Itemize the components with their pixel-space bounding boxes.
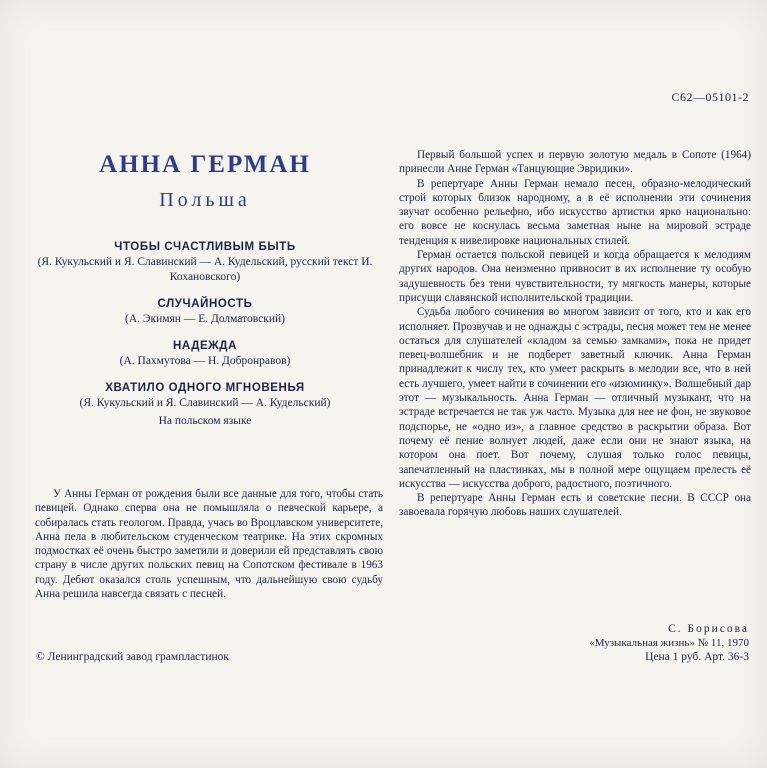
- track-title: ХВАТИЛО ОДНОГО МГНОВЕНЬЯ: [105, 382, 305, 394]
- language-note: На польском языке: [158, 415, 252, 427]
- track-item: [30, 297, 380, 327]
- price-article: Цена 1 руб. Арт. 36-3: [645, 651, 749, 663]
- track-credit: (Я. Кукульский и Я. Славинский — А. Кудельский, русский текст И. Кохановского): [37, 256, 373, 283]
- bio-paragraph: У Анны Герман от рождения были все данные для того, чтобы стать певицей. Однако сперва она не помышляла о певческой карьере, а собиралась стать геологом. Правда, учась во Вроцлавском университете, Анна пела в любительском студенческом театрике. На этих скромных подмостках её очень быстро заметили и доверили ей представлять свою страну в числе других польских певиц на Сопотском фестивале в 1963 году. Дебют оказался столь успешным, что дальнейшую свою судьбу Анна решила навсегда связать с песней.: [35, 488, 383, 601]
- liner-paragraph: Герман остается польской певицей и когда обращается к мелодиям других народов. Она неизменно привносит в их исполнение ту особую задушевность без тени чувствительности, ту мягкость манеры, которые присущи славянской исполнительской традиции.: [399, 249, 751, 304]
- liner-paragraph: Первый большой успех и первую золотую медаль в Сопоте (1964) принесли Анне Герман «Танцующие Эвридики».: [399, 149, 751, 176]
- notes-source: «Музыкальная жизнь» № 11, 1970: [589, 637, 749, 649]
- liner-paragraph: Судьба любого сочинения во многом зависит от того, кто и как его исполняет. Прозвучав и не однажды с эстрады, песня может тем не менее остаться для слушателей «кладом за семью замками», пока не придет певец-волшебник и не подберет заветный ключик. Анна Герман принадлежит к числу тех, кто умеет раскрыть в мелодии все, что в ней есть лучшего, умеет найти в сочинении его «изюминку». Волшебный дар этот — музыкальность. Анна Герман — отличный музыкант, что на эстраде встречается не так уж часто. Музыка для нее не фон, не звуковое подспорье, не «одно из», а главное средство в раскрытии образа. Вот почему её пение волнует людей, даже если они не знают языка, на котором она поет. Вот почему, слушая только голос певицы, запечатленный на пластинках, мы в полной мере ощущаем прелесть её искусства — искусства доброго, радостного, поэтичного.: [399, 306, 751, 490]
- track-title: СЛУЧАЙНОСТЬ: [157, 298, 253, 310]
- catalog-number: С62—05101-2: [671, 90, 749, 104]
- liner-paragraph: В репертуаре Анны Герман немало песен, образно-мелодический строй которых близок народному, а в её исполнении эти сочинения звучат особенно рельефно, ибо искусство артистки ярко национально: его вовсе не коснулась весьма заметная ныне на мировой эстраде тенденция к нивелировке национальных стилей.: [399, 177, 751, 247]
- track-item: [30, 240, 380, 285]
- track-title: НАДЕЖДА: [173, 340, 237, 352]
- track-list: [30, 240, 380, 411]
- track-credit: (А. Экимян — Е. Долматовский): [125, 313, 285, 325]
- notes-author: С. Борисова: [668, 623, 749, 635]
- liner-paragraph: В репертуаре Анны Герман есть и советские песни. В СССР она завоевала горячую любовь наших слушателей.: [399, 492, 751, 519]
- track-title: ЧТОБЫ СЧАСТЛИВЫМ БЫТЬ: [114, 241, 296, 253]
- artist-country: Польша: [159, 189, 251, 211]
- track-credit: (Я. Кукульский и Я. Славинский — А. Кудельский): [79, 397, 331, 409]
- manufacturer-credit: © Ленинградский завод грампластинок: [36, 651, 229, 663]
- liner-notes-column: [399, 148, 751, 520]
- track-credit: (А. Пахмутова — Н. Добронравов): [119, 355, 291, 367]
- track-item: [30, 381, 380, 411]
- artist-name: АННА ГЕРМАН: [99, 151, 311, 178]
- track-item: [30, 339, 380, 369]
- track-listing-column: [30, 150, 380, 427]
